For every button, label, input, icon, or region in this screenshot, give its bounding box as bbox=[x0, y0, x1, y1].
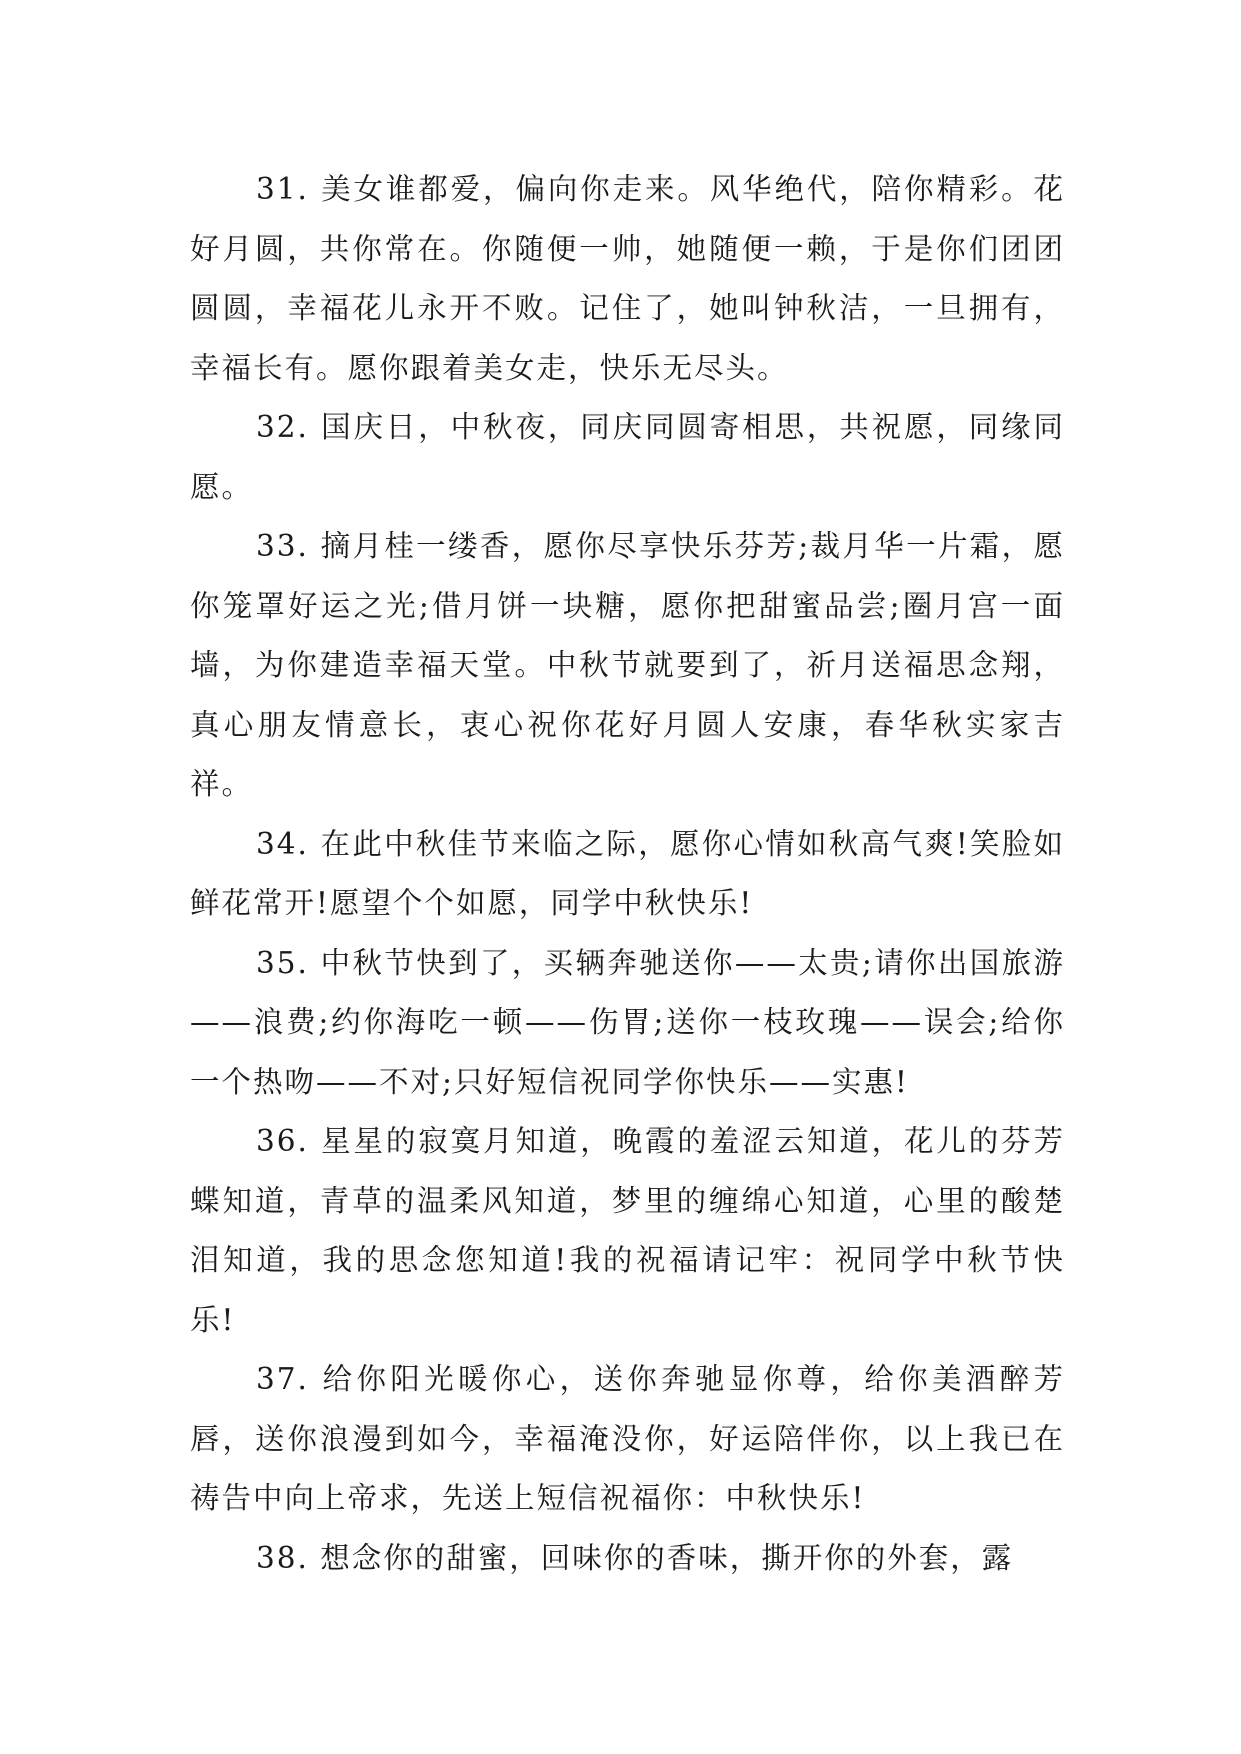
entry-38: 38. 想念你的甜蜜，回味你的香味，撕开你的外套，露 bbox=[256, 1540, 1014, 1575]
entry-36: 36. 星星的寂寞月知道，晚霞的羞涩云知道，花儿的芬芳蝶知道，青草的温柔风知道，梦里的缠绵心知道，心里的酸楚泪知道，我的思念您知道!我的祝福请记牢：祝同学中秋节快乐! bbox=[190, 1124, 1065, 1337]
entry-32: 32. 国庆日，中秋夜，同庆同圆寄相思，共祝愿，同缘同愿。 bbox=[190, 410, 1065, 504]
document-body bbox=[190, 160, 1065, 1588]
entry-31: 31. 美女谁都爱，偏向你走来。风华绝代，陪你精彩。花好月圆，共你常在。你随便一帅，她随便一赖，于是你们团团圆圆，幸福花儿永开不败。记住了，她叫钟秋洁，一旦拥有，幸福长有。愿你跟着美女走，快乐无尽头。 bbox=[190, 172, 1065, 385]
entry-33: 33. 摘月桂一缕香，愿你尽享快乐芬芳;裁月华一片霜，愿你笼罩好运之光;借月饼一块糖，愿你把甜蜜品尝;圈月宫一面墙，为你建造幸福天堂。中秋节就要到了，祈月送福思念翔，真心朋友情意长，衷心祝你花好月圆人安康，春华秋实家吉祥。 bbox=[190, 529, 1065, 801]
entry-34: 34. 在此中秋佳节来临之际，愿你心情如秋高气爽!笑脸如鲜花常开!愿望个个如愿，同学中秋快乐! bbox=[190, 826, 1065, 920]
entry-37: 37. 给你阳光暖你心，送你奔驰显你尊，给你美酒醉芳唇，送你浪漫到如今，幸福淹没你，好运陪伴你，以上我已在祷告中向上帝求，先送上短信祝福你：中秋快乐! bbox=[190, 1362, 1065, 1515]
entry-35: 35. 中秋节快到了，买辆奔驰送你——太贵;请你出国旅游——浪费;约你海吃一顿——伤胃;送你一枝玫瑰——误会;给你一个热吻——不对;只好短信祝同学你快乐——实惠! bbox=[190, 945, 1065, 1099]
